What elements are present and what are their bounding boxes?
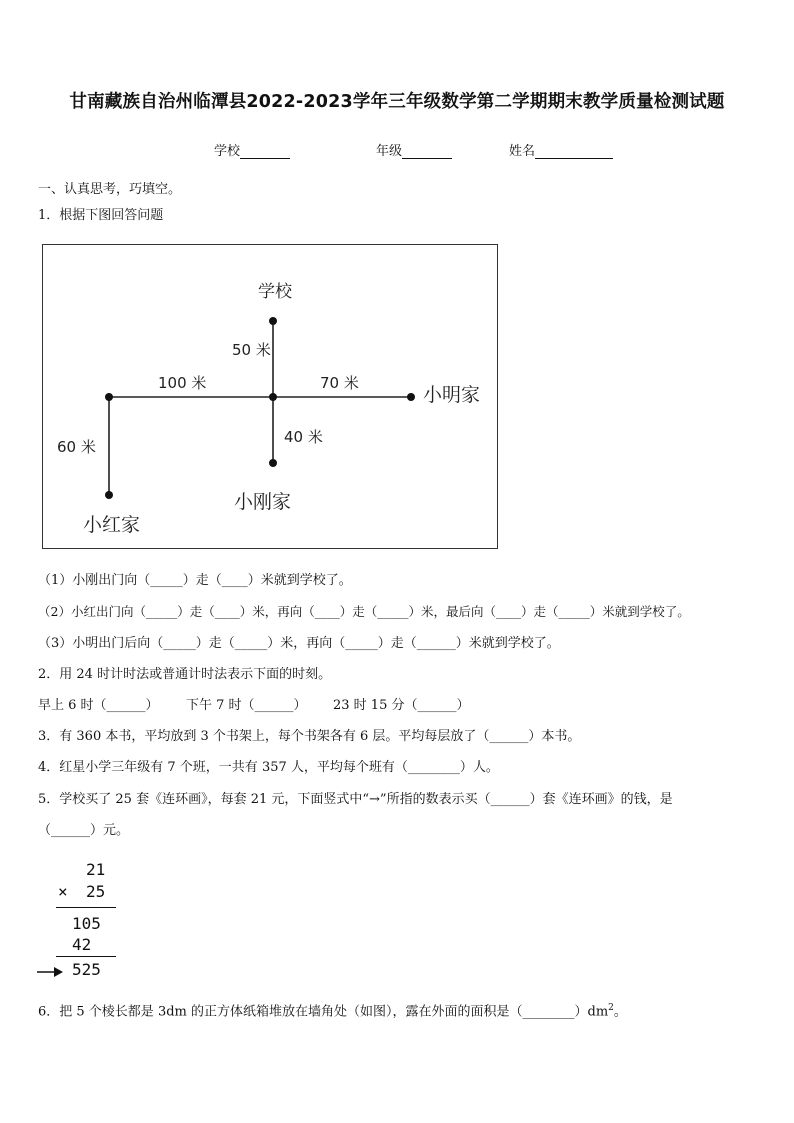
distance-60: 60 米 <box>57 438 96 456</box>
rule-2 <box>56 956 116 957</box>
question-4: 4．红星小学三年级有 7 个班，一共有 357 人，平均每个班有（________）人。 <box>38 760 499 775</box>
school-blank[interactable] <box>240 144 290 159</box>
name-blank[interactable] <box>535 144 613 159</box>
school-label: 学校 <box>214 144 241 159</box>
center-point <box>269 393 277 401</box>
question-2-time-1: 早上 6 时（______） <box>38 698 159 713</box>
corner-point <box>105 393 113 401</box>
question-6-superscript: 2 <box>608 1003 614 1013</box>
xiaogang-point <box>269 459 277 467</box>
question-5-line-2: （______）元。 <box>38 823 130 838</box>
distance-40: 40 米 <box>284 428 323 446</box>
xiaohong-label: 小红家 <box>83 514 141 536</box>
question-1-part-3: （3）小明出门后向（_____）走（_____）米，再向（_____）走（______）米就到学校了。 <box>38 636 560 651</box>
route-diagram-svg <box>43 245 497 548</box>
page-title: 甘南藏族自治州临潭县2022-2023学年三年级数学第二学期期末教学质量检测试题 <box>69 92 725 112</box>
grade-label: 年级 <box>376 144 403 159</box>
partial-product-1: 105 <box>72 914 101 933</box>
partial-product-2: 42 <box>72 935 92 954</box>
question-5-line-1: 5．学校买了 25 套《连环画》，每套 21 元，下面竖式中“→”所指的数表示买（______）套《连环画》的钱，是 <box>38 792 673 807</box>
vertical-multiplication <box>30 856 130 984</box>
school-point <box>269 317 277 325</box>
distance-50: 50 米 <box>232 341 271 359</box>
route-diagram <box>42 244 498 549</box>
xiaogang-label: 小刚家 <box>234 491 292 513</box>
xiaoming-point <box>407 393 415 401</box>
arrow-right-icon <box>36 964 64 980</box>
times-sign: × <box>58 882 68 901</box>
multiplier: 25 <box>86 882 106 901</box>
question-1-part-1: （1）小刚出门向（_____）走（____）米就到学校了。 <box>38 573 352 588</box>
name-label: 姓名 <box>509 144 536 159</box>
grade-field[interactable] <box>376 140 452 159</box>
section-heading: 一、认真思考，巧填空。 <box>38 182 182 197</box>
question-2-time-3: 23 时 15 分（______） <box>333 698 470 713</box>
school-label: 学校 <box>258 282 292 302</box>
xiaoming-label: 小明家 <box>423 384 481 406</box>
question-2: 2．用 24 时计时法或普通计时法表示下面的时刻。 <box>38 667 332 682</box>
question-2-time-2: 下午 7 时（______） <box>186 698 307 713</box>
question-6-end: 。 <box>613 1004 627 1020</box>
product-result: 525 <box>72 960 101 979</box>
question-6 <box>38 1000 627 1020</box>
multiplicand: 21 <box>86 860 106 879</box>
school-field[interactable] <box>214 140 290 159</box>
rule-1 <box>56 907 116 908</box>
distance-100: 100 米 <box>158 374 207 392</box>
question-1-part-2: （2）小红出门向（_____）走（____）米，再向（____）走（_____）米，最后向（____）走（_____）米就到学校了。 <box>38 604 690 619</box>
question-6-text: 6．把 5 个棱长都是 3dm 的正方体纸箱堆放在墙角处（如图），露在外面的面积是（________）dm <box>38 1004 609 1020</box>
distance-70: 70 米 <box>320 374 359 392</box>
xiaohong-point <box>105 491 113 499</box>
name-field[interactable] <box>509 140 613 159</box>
question-3: 3．有 360 本书，平均放到 3 个书架上，每个书架各有 6 层。平均每层放了（______）本书。 <box>38 729 581 744</box>
question-1: 1．根据下图回答问题 <box>38 208 164 223</box>
grade-blank[interactable] <box>402 144 452 159</box>
